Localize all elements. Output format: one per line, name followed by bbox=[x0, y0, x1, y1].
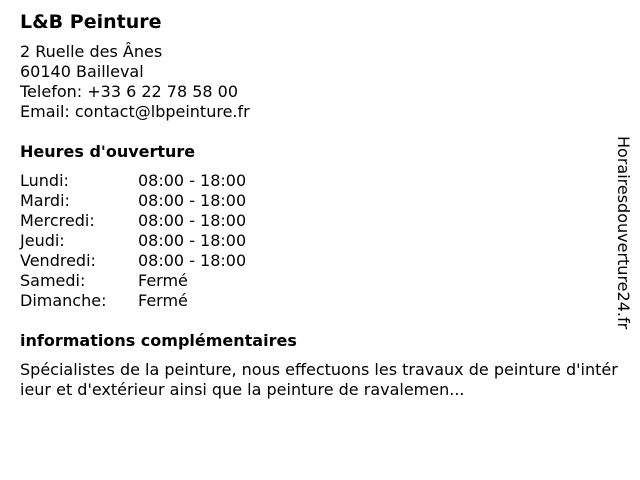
hours-row bbox=[20, 271, 610, 291]
hours-time: 08:00 - 18:00 bbox=[138, 171, 247, 190]
hours-table bbox=[20, 171, 610, 311]
hours-time: Fermé bbox=[138, 271, 188, 290]
hours-row bbox=[20, 171, 610, 191]
hours-heading: Heures d'ouverture bbox=[20, 142, 196, 161]
hours-day: Mercredi: bbox=[20, 211, 95, 230]
address-city: 60140 Bailleval bbox=[20, 62, 144, 81]
email-line: Email: contact@lbpeinture.fr bbox=[20, 102, 250, 121]
hours-day: Jeudi: bbox=[20, 231, 65, 250]
phone-line: Telefon: +33 6 22 78 58 00 bbox=[20, 82, 239, 101]
hours-row bbox=[20, 191, 610, 211]
site-watermark: Horairesdouverture24.fr bbox=[614, 136, 633, 330]
hours-day: Vendredi: bbox=[20, 251, 96, 270]
hours-time: 08:00 - 18:00 bbox=[138, 251, 247, 270]
address-street: 2 Ruelle des Ânes bbox=[20, 42, 163, 61]
hours-day: Mardi: bbox=[20, 191, 70, 210]
business-card bbox=[20, 10, 618, 400]
hours-row bbox=[20, 291, 610, 311]
hours-row bbox=[20, 251, 610, 271]
hours-row bbox=[20, 231, 610, 251]
hours-day: Samedi: bbox=[20, 271, 86, 290]
business-description: Spécialistes de la peinture, nous effectuons les travaux de peinture d'intérieur et d'extérieur ainsi que la peinture de ravalemen... bbox=[20, 360, 618, 399]
hours-time: 08:00 - 18:00 bbox=[138, 211, 247, 230]
hours-time: 08:00 - 18:00 bbox=[138, 191, 247, 210]
hours-time: 08:00 - 18:00 bbox=[138, 231, 247, 250]
hours-day: Dimanche: bbox=[20, 291, 107, 310]
hours-time: Fermé bbox=[138, 291, 188, 310]
business-name: L&B Peinture bbox=[20, 11, 162, 33]
hours-row bbox=[20, 211, 610, 231]
hours-day: Lundi: bbox=[20, 171, 69, 190]
info-heading: informations complémentaires bbox=[20, 331, 297, 350]
